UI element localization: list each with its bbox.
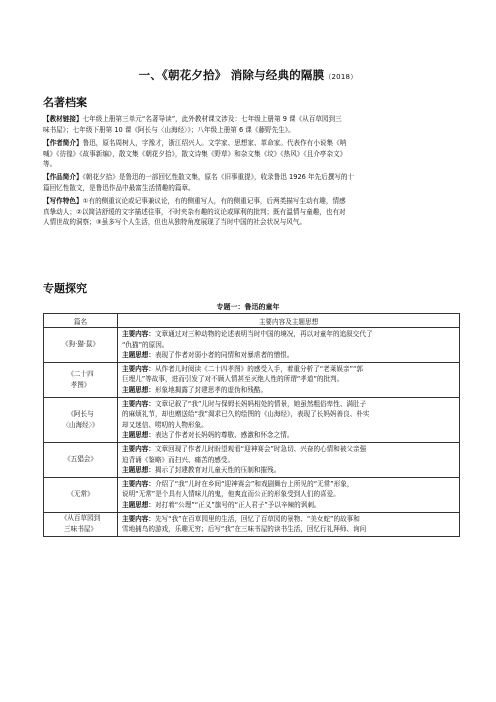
content-label: 主要内容： (122, 514, 155, 523)
paragraph-author-intro (43, 138, 458, 170)
content-label: 主要内容： (122, 399, 155, 408)
theme-label: 主题思想： (122, 385, 155, 394)
text-line: 鲁迅，原名周树人，字豫才，浙江绍兴人。文学家、思想家、革命家。代表作有小说集《呐 (82, 139, 347, 147)
content-text: 却又迷信、唠叨的人物形象。 (122, 420, 208, 429)
label-author-intro: 【作者简介】 (43, 139, 83, 147)
content-line (122, 374, 455, 385)
section-heading-archive: 名著档案 (43, 96, 87, 109)
content-text: 迫背诵《鉴略》而扫兴、痛苦的感受。 (122, 455, 235, 464)
row-title-line: 〈山海经〉》 (62, 420, 99, 429)
text-line: 味书屋》；七年级下册第 10 课《阿长与〈山海经〉》；八年级上册第 6 课《藤野先生》。 (43, 125, 295, 134)
content-line (122, 409, 455, 420)
table-row (44, 512, 460, 536)
text-line: ①有的侧重议论或记事兼议论，有的侧重写人，有的侧重记事，后两类描写生动有趣，情感 (82, 197, 346, 205)
row-title-line: 《二十四 (67, 369, 94, 378)
row-title-line: 《无常》 (67, 490, 94, 499)
paragraph-writing-features (43, 196, 458, 228)
theme-text: 对打着“公理”“正义”旗号的“正人君子”予以辛辣的讽刺。 (154, 500, 321, 509)
table-row (44, 362, 460, 397)
content-text: 从作者儿时阅读《二十四孝图》的感受入手，着重分析了“老莱娱亲”“郭 (154, 364, 364, 373)
theme-line (122, 500, 455, 511)
content-text: 说明“无常”是个具有人情味儿的鬼，他爽直而公正的形象受到人们的喜爱。 (122, 490, 340, 499)
topic-table (43, 313, 460, 537)
content-text: 巨埋儿”等故事，进而引发了对不顾人情甚至灭绝人性的所谓“孝道”的批判。 (122, 375, 344, 384)
table-header-row (44, 314, 460, 328)
row-title (44, 328, 118, 363)
content-label: 主要内容： (122, 479, 155, 488)
text-line: 七年级上册第三单元“名著导读”，此外教材课文涉及：七年级上册第 9 课《从百草园到三 (82, 115, 342, 123)
content-text: 文章回现了作者儿时盼望观看“迎神赛会”时急切、兴奋的心情和被父亲强 (154, 444, 367, 453)
content-line (122, 489, 455, 500)
row-title (44, 512, 118, 536)
paragraph-textbook-link (43, 114, 458, 135)
row-title (44, 397, 118, 442)
content-label: 主要内容： (122, 330, 155, 338)
label-writing-features: 【写作特色】 (43, 197, 83, 205)
theme-text: 表现了作者对弱小者的同情和对暴虐者的憎恨。 (154, 351, 294, 360)
theme-text: 揭示了封建教育对儿童天性的压制和摧残。 (154, 466, 281, 475)
content-line (122, 340, 455, 351)
row-content (118, 512, 460, 536)
content-label: 主要内容： (122, 444, 155, 453)
column-header-title: 篇名 (44, 314, 118, 328)
title-main: 一、《朝花夕拾》 消除与经典的隔膜 (138, 68, 325, 82)
row-title (44, 477, 118, 512)
content-line (122, 479, 455, 490)
row-content (118, 362, 460, 397)
row-title-line: 三味书屋》 (64, 525, 97, 534)
row-title-line: 孝图》 (70, 380, 91, 389)
theme-label: 主题思想： (122, 351, 155, 360)
text-line: 篇回忆性散文，是鲁迅作品中最富生活情趣的篇章。 (43, 183, 195, 192)
content-line (122, 364, 455, 375)
paragraph-work-intro (43, 172, 458, 193)
theme-label: 主题思想： (122, 431, 155, 440)
theme-label: 主题思想： (122, 466, 155, 475)
column-header-content: 主要内容及主题思想 (118, 314, 460, 328)
row-title-line: 《从百草园到 (60, 514, 101, 523)
content-text: 介绍了“我”儿时在乡间“迎神赛会”和戏剧舞台上所见的“无常”形象， (154, 479, 354, 488)
table-caption: 专题一：鲁迅的童年 (216, 303, 280, 311)
content-text: 文章通过对三种动物的论述表明当时中国的境况，再以对童年的追叙交代了 (154, 330, 373, 338)
table-row (44, 442, 460, 477)
text-line: 《朝花夕拾》是鲁迅的一部回忆性散文集，原名《旧事重提》，收录鲁迅 1926 年先后撰写的十 (82, 173, 355, 181)
content-line (122, 524, 455, 535)
section-heading-topics: 专题探究 (43, 282, 87, 295)
text-line: 等。 (43, 160, 57, 169)
row-content (118, 477, 460, 512)
row-content (118, 397, 460, 442)
label-textbook-link: 【教材链接】 (43, 115, 83, 123)
row-title (44, 362, 118, 397)
row-title-line: 《五猖会》 (64, 455, 97, 464)
theme-label: 主题思想： (122, 500, 155, 509)
row-content (118, 442, 460, 477)
content-line (122, 420, 455, 431)
table-row (44, 477, 460, 512)
row-content (118, 328, 460, 363)
table-row (44, 328, 460, 363)
content-line (122, 329, 455, 340)
text-line: 人情世故的洞察；③虽多写个人生活，但也从独特角度展现了当时中国的社会状况与风气。 (43, 218, 307, 227)
title-year: （2018） (324, 73, 358, 81)
table-row (44, 397, 460, 442)
content-line (122, 455, 455, 466)
theme-line (122, 350, 455, 361)
text-line: 真挚动人；②以简洁舒缓的文字描述往事，不时夹杂有趣的议论或犀利的批判；既有温情与童趣，也有对 (43, 207, 346, 216)
content-text: 雪地捕鸟的游戏，乐趣无穷；后写“我”在三味书屋的读书生活，回忆行礼拜师、询问 (122, 525, 367, 534)
content-label: 主要内容： (122, 364, 155, 373)
content-line (122, 399, 455, 410)
content-text: “仇猫”的原因。 (122, 340, 169, 349)
theme-line (122, 465, 455, 476)
page-title (0, 67, 496, 83)
content-text: 的麻烦礼节，却也赠送给“我”渴求已久的绘图的《山海经》，表现了长妈妈善良、朴实 (122, 410, 370, 419)
row-title (44, 442, 118, 477)
label-work-intro: 【作品简介】 (43, 173, 83, 181)
content-text: 先写“我”在百草园里的生活，回忆了百草园的景物、“美女蛇”的故事和 (154, 514, 360, 523)
theme-line (122, 385, 455, 396)
theme-text: 表达了作者对长妈妈的尊敬、感激和怀念之情。 (154, 431, 294, 440)
content-text: 文章记叙了“我”儿时与保姆长妈妈相处的情景，她虽然粗俗卑性、满肚子 (154, 399, 367, 408)
theme-text: 形象地揭露了封建思孝的虚伪和残酷。 (154, 385, 268, 394)
theme-line (122, 430, 455, 441)
content-line (122, 514, 455, 525)
row-title-line: 《阿长与 (67, 409, 94, 418)
text-line: 喊》《彷徨》《故事新编》，散文集《朝花夕拾》，散文诗集《野草》和杂文集《坟》《热风》《且介亭杂文》 (43, 149, 347, 158)
row-title-line: 《狗·猫·鼠》 (61, 340, 100, 349)
content-line (122, 444, 455, 455)
